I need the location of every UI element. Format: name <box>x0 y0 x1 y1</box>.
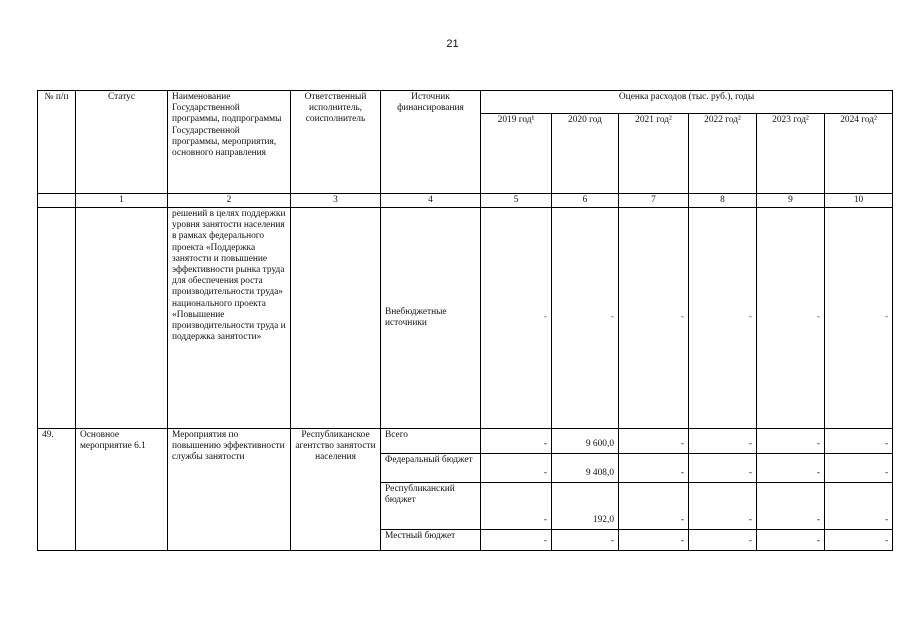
value-cell: 9 600,0 <box>552 429 619 454</box>
header-year-2024: 2024 год² <box>825 114 893 194</box>
value-cell: - <box>689 454 757 483</box>
row-number: 49. <box>38 429 76 551</box>
value-cell: - <box>689 429 757 454</box>
value-cell: - <box>619 530 689 551</box>
header-year-2022: 2022 год² <box>689 114 757 194</box>
value-cell: - <box>757 429 825 454</box>
value-cell: - <box>757 454 825 483</box>
page-number: 21 <box>446 38 459 50</box>
value-cell: - <box>757 208 825 429</box>
value-cell: 192,0 <box>552 483 619 530</box>
header-estimate: Оценка расходов (тыс. руб.), годы <box>481 91 893 114</box>
value-cell: - <box>825 530 893 551</box>
source-label: Местный бюджет <box>381 530 481 551</box>
cell-empty <box>76 208 168 429</box>
header-status: Статус <box>76 91 168 194</box>
column-index: 1 <box>76 194 168 208</box>
value-cell: - <box>825 429 893 454</box>
cell-empty <box>38 208 76 429</box>
value-cell: - <box>825 454 893 483</box>
value-cell: - <box>689 208 757 429</box>
column-index: 8 <box>689 194 757 208</box>
row-responsible: Республиканское агентство занятости населения <box>291 429 381 551</box>
column-index <box>38 194 76 208</box>
budget-table <box>37 90 893 551</box>
header-year-2021: 2021 год² <box>619 114 689 194</box>
row-name: Мероприятия по повышению эффективности службы занятости <box>168 429 291 551</box>
row-status: Основное мероприятие 6.1 <box>76 429 168 551</box>
column-index: 2 <box>168 194 291 208</box>
header-responsible: Ответственный исполнитель, соисполнитель <box>291 91 381 194</box>
header-row <box>38 91 893 114</box>
value-cell: - <box>825 208 893 429</box>
header-source: Источник финансирования <box>381 91 481 194</box>
source-label: Республиканский бюджет <box>381 483 481 530</box>
column-index-row <box>38 194 893 208</box>
value-cell: - <box>552 208 619 429</box>
value-cell: - <box>481 483 552 530</box>
column-index: 10 <box>825 194 893 208</box>
source-label: Федеральный бюджет <box>381 454 481 483</box>
header-year-2023: 2023 год² <box>757 114 825 194</box>
value-cell: - <box>619 454 689 483</box>
value-cell: - <box>689 483 757 530</box>
value-cell: - <box>619 429 689 454</box>
value-cell: - <box>481 454 552 483</box>
value-cell: - <box>481 208 552 429</box>
header-year-2020: 2020 год <box>552 114 619 194</box>
value-cell: - <box>552 530 619 551</box>
header-name: Наименование Государственной программы, подпрограммы Государственной программы, мероприятия, основного направления <box>168 91 291 194</box>
column-index: 4 <box>381 194 481 208</box>
value-cell: 9 408,0 <box>552 454 619 483</box>
value-cell: - <box>757 483 825 530</box>
column-index: 7 <box>619 194 689 208</box>
source-label: Всего <box>381 429 481 454</box>
continuation-name: решений в целях поддержки уровня занятости населения в рамках федерального проекта «Поддержка занятости и повышение эффективности рынка труда для обеспечения роста производительности труда» национального проекта «Повышение производительности труда и поддержка занятости» <box>168 208 291 429</box>
value-cell: - <box>689 530 757 551</box>
value-cell: - <box>757 530 825 551</box>
continuation-source: Внебюджетные источники <box>381 208 481 429</box>
value-cell: - <box>481 530 552 551</box>
column-index: 3 <box>291 194 381 208</box>
header-year-2019: 2019 год¹ <box>481 114 552 194</box>
value-cell: - <box>825 483 893 530</box>
column-index: 6 <box>552 194 619 208</box>
column-index: 9 <box>757 194 825 208</box>
value-cell: - <box>619 208 689 429</box>
cell-empty <box>291 208 381 429</box>
column-index: 5 <box>481 194 552 208</box>
table-row <box>38 429 893 454</box>
value-cell: - <box>619 483 689 530</box>
header-num: № п/п <box>38 91 76 194</box>
table-row <box>38 208 893 429</box>
value-cell: - <box>481 429 552 454</box>
